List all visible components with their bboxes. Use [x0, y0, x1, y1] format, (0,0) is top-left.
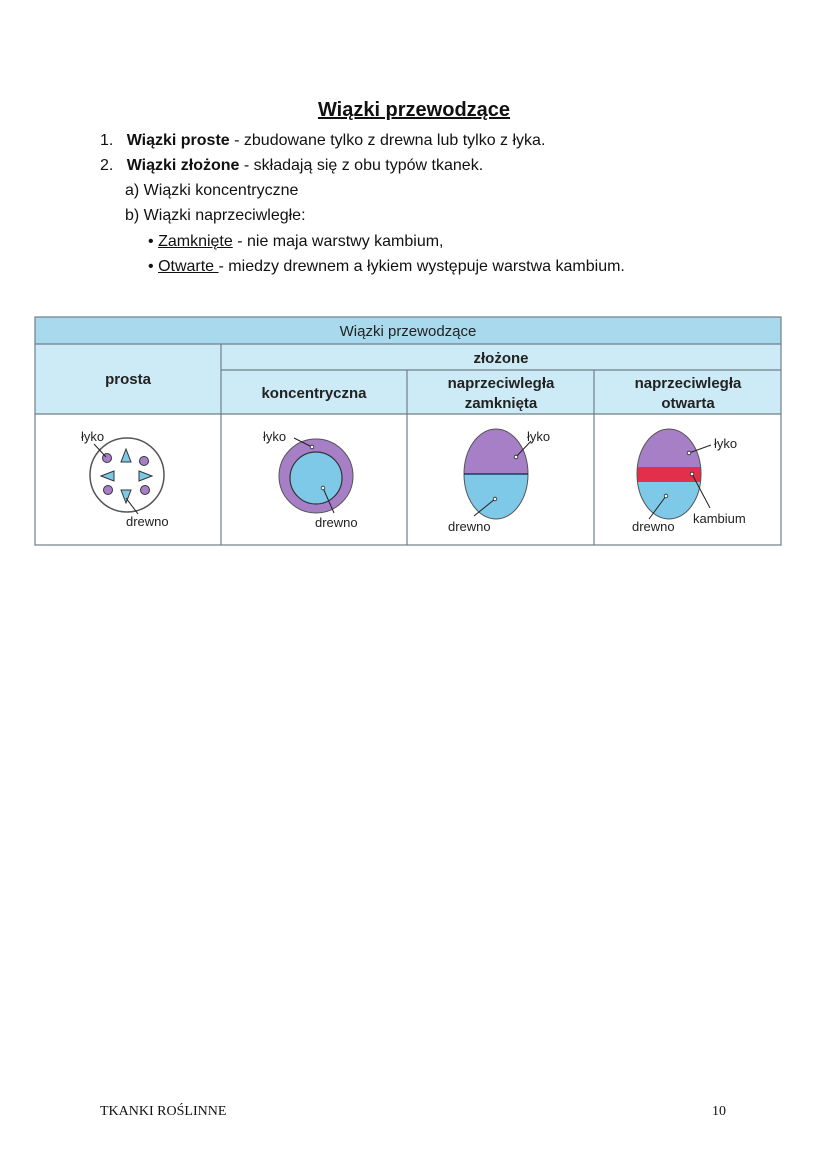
label-drewno: drewno: [126, 514, 169, 529]
list-number: 2.: [100, 157, 114, 174]
sub-item-b: b) Wiązki naprzeciwległe:: [125, 207, 306, 224]
bullet-icon: •: [148, 258, 154, 275]
label-lyko: łyko: [527, 429, 551, 444]
list-item-term: Wiązki złożone: [126, 157, 240, 174]
bullet-text: - miedzy drewnem a łykiem występuje warstwa kambium.: [218, 258, 625, 275]
table-header: Wiązki przewodzące: [339, 323, 477, 340]
bullet-otwarte: [148, 258, 625, 276]
page-number: 10: [712, 1104, 726, 1119]
group-zlozone: złożone: [473, 350, 529, 367]
col-prosta: prosta: [105, 371, 151, 388]
label-drewno: drewno: [632, 519, 675, 534]
page-title: Wiązki przewodzące: [317, 99, 511, 121]
list-item-text: - zbudowane tylko z drewna lub tylko z łyka.: [229, 132, 546, 149]
bullet-zamkniete: [148, 233, 443, 251]
list-item-text: - składają się z obu typów tkanek.: [239, 157, 484, 174]
label-drewno: drewno: [448, 519, 491, 534]
list-number: 1.: [100, 132, 114, 149]
label-kambium: kambium: [693, 511, 746, 526]
sub-item-a: a) Wiązki koncentryczne: [125, 182, 299, 199]
bullet-icon: •: [148, 233, 154, 250]
col-otwarta-line1: naprzeciwległa: [634, 375, 742, 392]
label-drewno: drewno: [315, 515, 358, 530]
col-zamknieta-line2: zamknięta: [464, 395, 538, 412]
col-zamknieta-line1: naprzeciwległa: [447, 375, 555, 392]
table-figure: [34, 316, 782, 546]
bullet-term: Zamknięte: [158, 233, 233, 250]
list-item-1: [100, 132, 545, 150]
vascular-bundles-table: [34, 316, 782, 546]
bullet-text: - nie maja warstwy kambium,: [232, 233, 444, 250]
list-item-2: [100, 157, 483, 175]
col-otwarta-line2: otwarta: [661, 395, 715, 412]
bullet-term: Otwarte: [158, 258, 219, 275]
label-lyko: łyko: [263, 429, 287, 444]
label-lyko: łyko: [81, 429, 105, 444]
list-item-term: Wiązki proste: [126, 132, 230, 149]
label-lyko: łyko: [714, 436, 738, 451]
col-koncentryczna: koncentryczna: [261, 385, 367, 402]
concentric-bundle-diagram: [279, 438, 353, 513]
footer-section-title: TKANKI ROŚLINNE: [100, 1104, 227, 1119]
